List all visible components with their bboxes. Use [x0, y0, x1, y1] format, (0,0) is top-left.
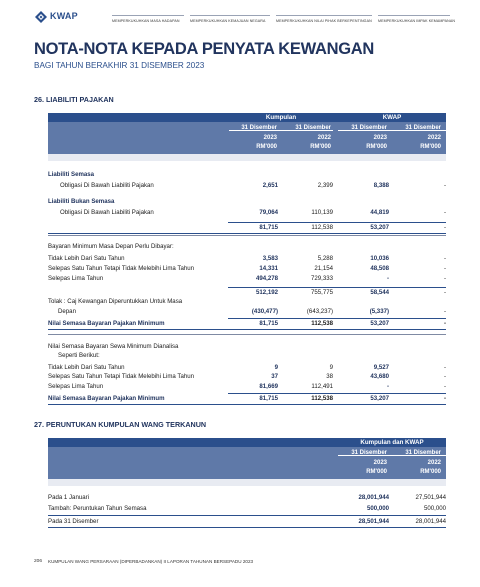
page-title: NOTA-NOTA KEPADA PENYATA KEWANGAN — [34, 40, 374, 58]
table-cell-value: 81,715 — [259, 395, 278, 402]
table-row-label: Selepas Satu Tahun Tetapi Tidak Melebihi Lima Tahun — [48, 265, 195, 272]
table-27-group-header — [48, 438, 446, 447]
table-cell-value: 729,333 — [310, 275, 333, 282]
table-cell-value: 500,000 — [423, 505, 446, 512]
col-header-2022: 31 Disember 2022 RM'000 — [405, 450, 441, 475]
col-header-kwap-2022: 31 Disember 2022 RM'000 — [405, 125, 441, 150]
table-cell-value: 28,501,944 — [358, 518, 389, 525]
table-row-label: Tambah: Peruntukan Tahun Semasa — [48, 505, 147, 512]
table-cell-value: 112,538 — [311, 224, 333, 231]
row-rule — [228, 287, 446, 288]
col-header-2023: 31 Disember 2023 RM'000 — [351, 450, 387, 475]
table-cell-value: 9 — [274, 364, 278, 371]
group-header-kwap: KWAP — [382, 114, 402, 121]
table-cell-value: - — [443, 255, 446, 262]
row-rule — [228, 222, 446, 223]
table-cell-value: 3,583 — [262, 255, 278, 262]
table-cell-value: 28,001,944 — [358, 494, 389, 501]
table-cell-value: (430,477) — [251, 308, 278, 315]
table-row-label: Obligasi Di Bawah Liabiliti Pajakan — [60, 182, 154, 189]
table-row-label: Selepas Lima Tahun — [48, 383, 104, 390]
table-row-label: Liabiliti Semasa — [48, 171, 95, 178]
table-cell-value: - — [443, 373, 446, 380]
table-cell-value: (643,237) — [306, 308, 333, 315]
table-band — [48, 154, 446, 161]
table-cell-value: - — [443, 275, 446, 282]
table-27-column-header — [48, 447, 446, 479]
table-cell-value: 21,154 — [314, 265, 333, 272]
table-row-label: Seperti Berikut: — [58, 352, 100, 359]
nav-item-nilai-pihak[interactable]: MEMPERKUKUHKAN NILAI PIHAK BERKEPENTINGAN — [276, 19, 372, 23]
section-27-title: 27. PERUNTUKAN KUMPULAN WANG TERKANUN — [34, 420, 207, 429]
table-cell-value: 112,491 — [311, 383, 333, 390]
nav-item-impak-kemampanan[interactable]: MEMPERKUKUHKAN IMPAK KEMAMPANAN — [378, 19, 456, 23]
table-cell-value: - — [443, 209, 446, 216]
table-cell-value: 2,399 — [317, 182, 333, 189]
group-header-kumpulan: Kumpulan — [265, 114, 297, 121]
row-rule — [48, 527, 446, 528]
table-cell-value: 53,207 — [370, 320, 389, 327]
table-cell-value: 9 — [329, 364, 333, 371]
logo-text: KWAP — [50, 11, 78, 21]
table-cell-value: - — [443, 383, 446, 390]
table-cell-value: 112,538 — [311, 320, 333, 327]
table-cell-value: 27,501,944 — [415, 494, 446, 501]
footer-text: KUMPULAN WANG PERSARAAN (DIPERBADANKAN) II LAPORAN TAHUNAN BERSEPADU 2023 — [48, 559, 254, 564]
table-cell-value: - — [443, 395, 446, 402]
block-divider — [48, 334, 446, 335]
table-row-label: Pada 1 Januari — [48, 494, 89, 501]
table-row-label: Tolak : Caj Kewangan Diperuntukkan Untuk Masa — [48, 298, 183, 305]
table-cell-value: 512,192 — [255, 289, 278, 296]
table-cell-value: 43,680 — [370, 373, 389, 380]
table-cell-value: 79,064 — [259, 209, 278, 216]
row-rule — [48, 515, 446, 516]
table-cell-value: 38 — [326, 373, 333, 380]
row-rule — [48, 233, 446, 234]
table-cell-value: 58,544 — [370, 289, 389, 296]
table-cell-value: 53,207 — [370, 224, 389, 231]
col-header-kwap-2023: 31 Disember 2023 RM'000 — [351, 125, 387, 150]
nav-item-masa-hadapan[interactable]: MEMPERKUKUHKAN MASA HADAPAN — [112, 19, 180, 23]
block-divider — [48, 235, 446, 236]
nav-divider — [190, 15, 270, 16]
col-header-kumpulan-2023: 31 Disember 2023 RM'000 — [241, 125, 277, 150]
kwap-logo-icon — [34, 10, 48, 24]
table-row-label: Nilai Semasa Bayaran Sewa Minimum Dianalisa — [48, 343, 179, 350]
table-row-label: Bayaran Minimum Masa Depan Perlu Dibayar: — [48, 243, 174, 250]
table-cell-value: 755,775 — [310, 289, 333, 296]
table-cell-value: 37 — [271, 373, 278, 380]
table-cell-value: 48,508 — [370, 265, 389, 272]
table-cell-value: - — [443, 308, 446, 315]
table-cell-value: 81,715 — [259, 320, 278, 327]
table-row-label: Tidak Lebih Dari Satu Tahun — [48, 364, 125, 371]
table-cell-value: 9,527 — [373, 364, 389, 371]
table-cell-value: 28,001,944 — [415, 518, 446, 525]
table-cell-value: 81,715 — [259, 224, 278, 231]
table-cell-value: - — [443, 364, 446, 371]
table-row-label: Depan — [58, 308, 76, 315]
table-cell-value: 14,331 — [259, 265, 278, 272]
table-row-label: Tidak Lebih Dari Satu Tahun — [48, 255, 125, 262]
row-rule — [48, 404, 446, 405]
nav-divider — [378, 15, 450, 16]
table-cell-value: 5,288 — [317, 255, 333, 262]
table-row-label: Obligasi Di Bawah Liabiliti Pajakan — [60, 209, 154, 216]
table-band — [48, 479, 446, 486]
table-cell-value: (5,337) — [369, 308, 389, 315]
page-number: 206 — [34, 559, 43, 564]
group-header-kumpulan-dan-kwap: Kumpulan dan KWAP — [360, 439, 424, 446]
row-rule — [48, 329, 446, 330]
table-cell-value: 8,388 — [373, 182, 389, 189]
page-subtitle: BAGI TAHUN BERAKHIR 31 DISEMBER 2023 — [34, 61, 205, 70]
table-cell-value: 44,819 — [370, 209, 389, 216]
table-cell-value: - — [443, 289, 446, 296]
table-row-label: Nilai Semasa Bayaran Pajakan Minimum — [48, 395, 165, 402]
table-cell-value: 10,036 — [370, 255, 389, 262]
table-cell-value: 112,538 — [311, 395, 333, 402]
table-row-label: Selepas Satu Tahun Tetapi Tidak Melebihi Lima Tahun — [48, 373, 195, 380]
table-row-label: Nilai Semasa Bayaran Pajakan Minimum — [48, 320, 165, 327]
nav-item-kemajuan-negara[interactable]: MEMPERKUKUHKAN KEMAJUAN NEGARA — [190, 19, 266, 23]
col-header-kumpulan-2022: 31 Disember 2022 RM'000 — [295, 125, 331, 150]
table-row-label: Pada 31 Disember — [48, 518, 99, 525]
section-26-title: 26. LIABILITI PAJAKAN — [34, 95, 114, 104]
table-cell-value: 53,207 — [370, 395, 389, 402]
row-rule — [228, 393, 446, 394]
table-row-label: Liabiliti Bukan Semasa — [48, 198, 115, 205]
table-cell-value: - — [443, 224, 446, 231]
table-cell-value: 110,139 — [311, 209, 333, 216]
table-cell-value: 81,669 — [259, 383, 278, 390]
nav-divider — [276, 15, 372, 16]
table-26-column-header — [48, 122, 446, 154]
table-cell-value: 500,000 — [366, 505, 389, 512]
table-cell-value: - — [443, 182, 446, 189]
table-row-label: Selepas Lima Tahun — [48, 275, 104, 282]
row-rule — [228, 318, 446, 319]
nav-divider — [112, 15, 184, 16]
table-cell-value: 494,278 — [255, 275, 278, 282]
table-cell-value: - — [386, 275, 389, 282]
table-cell-value: - — [386, 383, 389, 390]
table-cell-value: - — [443, 320, 446, 327]
table-cell-value: - — [443, 265, 446, 272]
table-cell-value: 2,651 — [262, 182, 278, 189]
table-26-group-header — [48, 113, 446, 122]
